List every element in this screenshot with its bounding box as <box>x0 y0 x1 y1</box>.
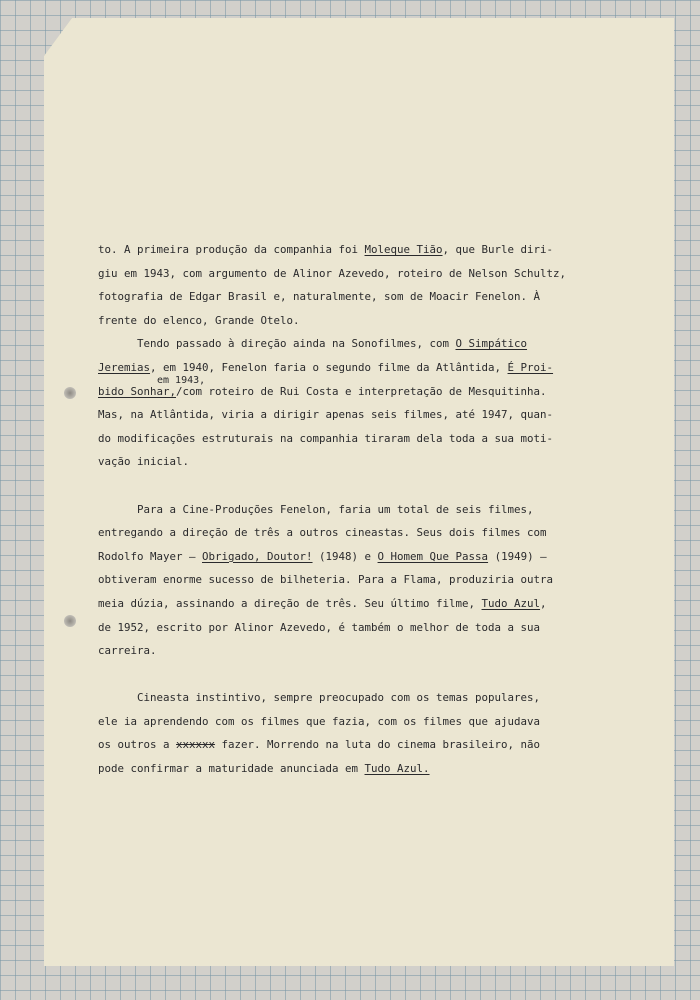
text-line <box>98 592 638 616</box>
text-line <box>98 757 638 781</box>
film-title: É Proi- <box>507 360 554 374</box>
text-line: carreira. <box>98 644 157 658</box>
text-line: Para a Cine-Produções Fenelon, faria um total de seis filmes, <box>98 502 534 516</box>
film-title: Tudo Azul. <box>364 762 430 776</box>
text-line: giu em 1943, com argumento de Alinor Azevedo, roteiro de Nelson Schultz, <box>98 266 567 280</box>
text-span: , em 1940, Fenelon faria o segundo filme da Atlântida, <box>150 360 508 374</box>
text-line: Cineasta instintivo, sempre preocupado com os temas populares, <box>98 691 541 705</box>
struck-text: xxxxxx <box>176 738 216 752</box>
text-span: to. A primeira produção da companhia foi <box>98 243 365 256</box>
text-line: entregando a direção de três a outros cineastas. Seus dois filmes com <box>98 526 547 540</box>
film-title: Tudo Azul <box>481 596 541 610</box>
film-title: O Homem Que Passa <box>377 549 489 563</box>
text-line <box>98 332 638 356</box>
text-line <box>98 238 638 262</box>
punch-hole <box>64 387 76 399</box>
film-title: Obrigado, Doutor! <box>202 549 313 563</box>
text-span: (1948) e <box>312 549 378 563</box>
text-line <box>98 374 638 404</box>
text-line: fotografia de Edgar Brasil e, naturalmente, som de Moacir Fenelon. À <box>98 290 541 304</box>
text-line <box>98 545 638 569</box>
typed-insertion: em 1943, <box>157 374 206 386</box>
text-span: meia dúzia, assinando a direção de três. Seu último filme, <box>98 596 482 610</box>
typed-text <box>98 238 638 781</box>
text-line: de 1952, escrito por Alinor Azevedo, é também o melhor de toda a sua <box>98 620 541 634</box>
text-line: frente do elenco, Grande Otelo. <box>98 313 300 327</box>
text-span: (1949) — <box>488 549 547 563</box>
text-line: vação inicial. <box>98 455 190 469</box>
text-span: Rodolfo Mayer — <box>98 549 203 563</box>
text-span: , que Burle diri- <box>442 243 554 256</box>
text-line: do modificações estruturais na companhia tiraram dela toda a sua moti- <box>98 431 554 445</box>
text-span: , <box>540 596 547 610</box>
film-title: Jeremias <box>98 360 151 374</box>
text-line <box>98 733 638 757</box>
film-title: bido Sonhar, <box>98 384 177 398</box>
text-line: Mas, na Atlântida, viria a dirigir apenas seis filmes, até 1947, quan- <box>98 408 554 422</box>
text-span: /com roteiro de Rui Costa e interpretação de Mesquitinha. <box>176 384 547 398</box>
punch-hole <box>64 615 76 627</box>
text-span: pode confirmar a maturidade anunciada em <box>98 762 365 776</box>
text-span: os outros a <box>98 738 177 752</box>
film-title: O Simpático <box>455 337 528 351</box>
film-title: Moleque Tião <box>364 243 443 256</box>
text-span: Tendo passado à direção ainda na Sonofilmes, com <box>98 337 456 351</box>
text-span: fazer. Morrendo na luta do cinema brasileiro, não <box>215 738 541 752</box>
text-line: obtiveram enorme sucesso de bilheteria. Para a Flama, produziria outra <box>98 573 554 587</box>
text-line: ele ia aprendendo com os filmes que fazia, com os filmes que ajudava <box>98 714 541 728</box>
